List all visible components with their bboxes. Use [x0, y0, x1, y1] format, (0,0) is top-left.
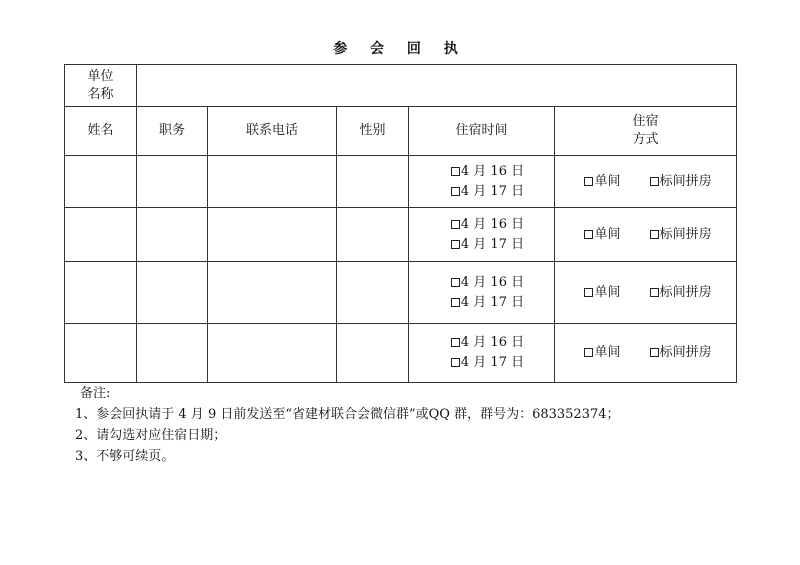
checkbox-icon[interactable] — [451, 298, 460, 307]
checkbox-icon[interactable] — [650, 288, 659, 297]
notes-heading: 备注: — [80, 386, 111, 401]
checkbox-icon[interactable] — [584, 288, 593, 297]
name-cell[interactable] — [65, 156, 137, 208]
header-position: 职务 — [137, 107, 208, 156]
date-option[interactable]: 4 月 16 日 — [421, 333, 554, 353]
note-item: 2、请勾选对应住宿日期； — [75, 428, 227, 443]
stay-method-cell — [555, 156, 737, 208]
date-option[interactable]: 4 月 16 日 — [421, 273, 554, 293]
header-row — [65, 107, 737, 156]
page-title: 参 会 回 执 — [333, 41, 467, 57]
checkbox-icon[interactable] — [650, 230, 659, 239]
header-name: 姓名 — [65, 107, 137, 156]
checkbox-icon[interactable] — [650, 348, 659, 357]
registration-form-table — [64, 64, 737, 383]
position-cell[interactable] — [137, 208, 208, 262]
name-cell[interactable] — [65, 208, 137, 262]
header-stay-time: 住宿时间 — [409, 107, 555, 156]
shared-room-option[interactable]: 标间拼房 — [650, 173, 712, 191]
checkbox-icon[interactable] — [650, 177, 659, 186]
checkbox-icon[interactable] — [451, 338, 460, 347]
gender-cell[interactable] — [337, 156, 409, 208]
phone-cell[interactable] — [208, 156, 337, 208]
position-cell[interactable] — [137, 156, 208, 208]
note-item: 1、参会回执请于 4 月 9 日前发送至“省建材联合会微信群”或QQ 群，群号为：683352374； — [75, 407, 620, 422]
header-gender: 性别 — [337, 107, 409, 156]
shared-room-option[interactable]: 标间拼房 — [650, 226, 712, 244]
phone-cell[interactable] — [208, 208, 337, 262]
date-option[interactable]: 4 月 17 日 — [421, 182, 554, 202]
table-row — [65, 156, 737, 208]
unit-row — [65, 65, 737, 107]
gender-cell[interactable] — [337, 262, 409, 324]
stay-method-cell — [555, 208, 737, 262]
stay-method-cell — [555, 324, 737, 383]
table-row — [65, 262, 737, 324]
checkbox-icon[interactable] — [584, 348, 593, 357]
shared-room-option[interactable]: 标间拼房 — [650, 344, 712, 362]
date-option[interactable]: 4 月 17 日 — [421, 353, 554, 373]
checkbox-icon[interactable] — [451, 240, 460, 249]
single-room-option[interactable]: 单间 — [584, 226, 620, 244]
name-cell[interactable] — [65, 262, 137, 324]
position-cell[interactable] — [137, 262, 208, 324]
single-room-option[interactable]: 单间 — [584, 344, 620, 362]
checkbox-icon[interactable] — [451, 167, 460, 176]
checkbox-icon[interactable] — [451, 358, 460, 367]
checkbox-icon[interactable] — [584, 177, 593, 186]
notes-section — [75, 383, 620, 467]
single-room-option[interactable]: 单间 — [584, 284, 620, 302]
header-stay-method: 住宿 方式 — [555, 107, 737, 156]
single-room-option[interactable]: 单间 — [584, 173, 620, 191]
shared-room-option[interactable]: 标间拼房 — [650, 284, 712, 302]
unit-name-label: 单位 名称 — [65, 65, 137, 107]
checkbox-icon[interactable] — [451, 220, 460, 229]
stay-date-cell — [409, 156, 555, 208]
note-item: 3、不够可续页。 — [75, 449, 175, 464]
phone-cell[interactable] — [208, 324, 337, 383]
checkbox-icon[interactable] — [451, 187, 460, 196]
stay-date-cell — [409, 324, 555, 383]
stay-date-cell — [409, 262, 555, 324]
date-option[interactable]: 4 月 17 日 — [421, 293, 554, 313]
stay-method-cell — [555, 262, 737, 324]
checkbox-icon[interactable] — [451, 278, 460, 287]
phone-cell[interactable] — [208, 262, 337, 324]
date-option[interactable]: 4 月 16 日 — [421, 162, 554, 182]
unit-name-field[interactable] — [137, 65, 737, 107]
date-option[interactable]: 4 月 17 日 — [421, 235, 554, 255]
checkbox-icon[interactable] — [584, 230, 593, 239]
gender-cell[interactable] — [337, 208, 409, 262]
table-row — [65, 208, 737, 262]
gender-cell[interactable] — [337, 324, 409, 383]
header-phone: 联系电话 — [208, 107, 337, 156]
position-cell[interactable] — [137, 324, 208, 383]
stay-date-cell — [409, 208, 555, 262]
table-row — [65, 324, 737, 383]
date-option[interactable]: 4 月 16 日 — [421, 215, 554, 235]
name-cell[interactable] — [65, 324, 137, 383]
